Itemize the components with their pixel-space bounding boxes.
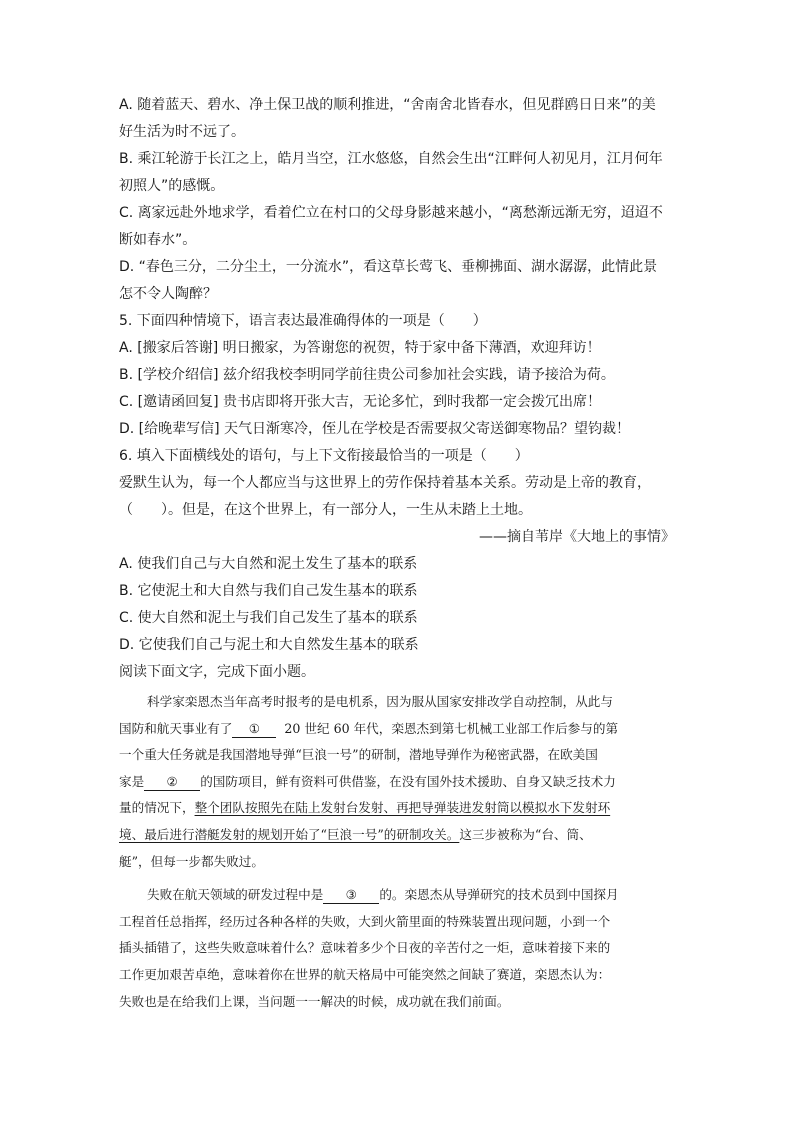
passage-p2-line2: 工程首任总指挥，经历过各种各样的失败，大到火箭里面的特殊装置出现问题，小到一个 [119,913,611,929]
passage-text: 国防和航天事业有了 [119,720,233,736]
q5-option-b: B. [学校介绍信] 兹介绍我校李明同学前往贵公司参加社会实践，请予接洽为荷。 [119,367,615,383]
underlined-sentence: 境、最后进行潜艇发射的规划开始了“巨浪一号”的研制攻关。 [119,826,460,842]
blank-1: ① [232,721,276,738]
q5-option-a: A. [搬家后答谢] 明日搬家，为答谢您的祝贺，特于家中备下薄酒，欢迎拜访！ [119,340,601,356]
q5-option-d: D. [给晚辈写信] 天气日渐寒冷，侄儿在学校是否需要叔父寄送御寒物品？望钧裁！ [119,421,631,437]
q4-option-a-line1: A. 随着蓝天、碧水、净土保卫战的顺利推进，“舍南舍北皆春水，但见群鸥日日来”的美 [119,97,656,113]
exam-page [119,92,675,1015]
passage-p2-line4: 工作更加艰苦卓绝，意味着你在世界的航天格局中可能突然之间缺了赛道，栾恩杰认为： [119,966,611,982]
reading-intro: 阅读下面文字，完成下面小题。 [119,664,315,680]
q6 [119,443,675,659]
passage-p1-line3: 一个重大任务就是我国潜地导弹“巨浪一号”的研制，潜地导弹作为秘密武器，在欧美国 [119,747,598,763]
blank-3: ③ [323,887,379,904]
passage-p2-line5: 失败也是在给我们上课，当问题一一解决的时候，成功就在我们前面。 [119,993,510,1009]
passage-p1-line1: 科学家栾恩杰当年高考时报考的是电机系，因为服从国家安排改学自动控制，从此与 [147,694,613,709]
q6-option-b: B. 它使泥土和大自然与我们自己发生基本的联系 [119,583,418,599]
q4-option-c-line2: 断如春水”。 [119,232,197,248]
passage-p1-line7: 艇”，但每一步都失败过。 [119,853,264,869]
reading-passage [119,689,675,1015]
passage-p1-line6 [119,822,675,849]
passage-text: 20 世纪 60 年代，栾恩杰到第七机械工业部工作后参与的第 [284,720,619,736]
q6-text-line2: （ ）。但是，在这个世界上，有一部分人，一生从未踏上土地。 [119,502,532,518]
q5-option-c: C. [邀请函回复] 贵书店即将开张大吉，无论多忙，到时我都一定会拨冗出席！ [119,394,602,410]
q6-stem: 6. 填入下面横线处的语句，与上下文衔接最恰当的一项是（ ） [119,448,529,464]
q4-option-b-line2: 初照人”的感慨。 [119,178,225,194]
q4-option-a-line2: 好生活为时不远了。 [119,124,245,140]
q4-option-d-line2: 怎不令人陶醉？ [119,286,217,302]
passage-text: 家是 [119,773,145,789]
q6-option-c: C. 使大自然和泥土与我们自己发生了基本的联系 [119,610,418,626]
passage-text: 的。栾恩杰从导弹研究的技术员到中国探月 [379,887,619,903]
passage-text: 的国防项目，鲜有资料可供借鉴，在没有国外技术援助、自身又缺乏技术力 [200,773,616,789]
q6-source: ——摘自苇岸《大地上的事情》 [479,529,675,545]
passage-p1-line4 [119,769,675,796]
q4-option-d-line1: D. “春色三分，二分尘土，一分流水”，看这草长莺飞、垂柳拂面、湖水潺潺，此情此景 [119,259,658,275]
passage-p1-line2 [119,716,675,743]
q5-stem: 5. 下面四种情境下，语言表达最准确得体的一项是（ ） [119,313,487,329]
blank-2: ② [144,774,200,791]
q4-options [119,92,675,308]
passage-p1-line5 [119,795,675,822]
q6-option-a: A. 使我们自己与大自然和泥土发生了基本的联系 [119,556,418,572]
q5 [119,308,675,443]
passage-text: 失败在航天领域的研发过程中是 [147,887,324,903]
passage-p2-line1 [119,882,675,909]
passage-text: 这三步被称为“台、筒、 [459,826,592,842]
underlined-sentence: 整个团队按照先在陆上发射台发射、再把导弹装进发射筒以模拟水下发射环 [194,800,611,816]
q6-option-d: D. 它使我们自己与泥土和大自然发生基本的联系 [119,637,419,653]
q4-option-b-line1: B. 乘江轮游于长江之上，皓月当空，江水悠悠，自然会生出“江畔何人初见月，江月何年 [119,151,663,167]
passage-text: 量的情况下， [119,800,195,816]
passage-p2-line3: 插头插错了，这些失败意味着什么？意味着多少个日夜的辛苦付之一炬，意味着接下来的 [119,940,611,956]
q6-text-line1: 爱默生认为，每一个人都应当与这世界上的劳作保持着基本关系。劳动是上帝的教育， [119,475,651,491]
q4-option-c-line1: C. 离家远赴外地求学，看着伫立在村口的父母身影越来越小，“离愁渐远渐无穷，迢迢不 [119,205,663,221]
